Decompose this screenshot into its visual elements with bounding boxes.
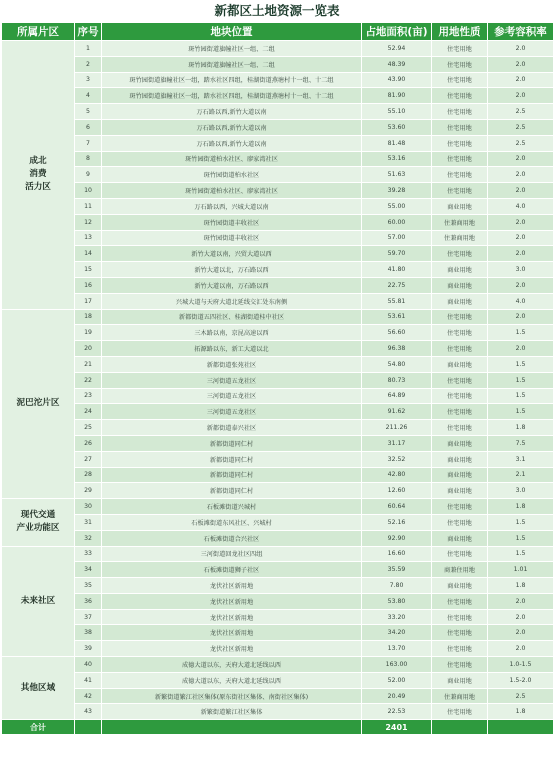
row-number: 19 (75, 325, 102, 341)
plot-ratio-cell: 1.5 (488, 388, 554, 404)
row-number: 39 (75, 641, 102, 657)
location-cell: 斑竹园街道柏水社区 (102, 167, 362, 183)
location-cell: 兴城大道与天府大道北延线交汇处东南侧 (102, 293, 362, 309)
row-number: 15 (75, 262, 102, 278)
area-cell: 泥巴沱片区 (2, 309, 75, 499)
plot-ratio-cell: 2.0 (488, 230, 554, 246)
land-resource-table (1, 22, 554, 735)
location-cell: 新都街道泰兴社区 (102, 420, 362, 436)
table-row (2, 88, 554, 104)
land-use-cell: 商业用地 (432, 578, 488, 594)
size-cell: 163.00 (362, 657, 432, 673)
size-cell: 53.61 (362, 309, 432, 325)
location-cell: 龙伏社区新用地 (102, 578, 362, 594)
size-cell: 12.60 (362, 483, 432, 499)
area-cell: 成北 消费 活力区 (2, 41, 75, 310)
plot-ratio-cell: 2.0 (488, 341, 554, 357)
plot-ratio-cell: 2.5 (488, 688, 554, 704)
size-cell: 35.59 (362, 562, 432, 578)
land-use-cell: 住宅用地 (432, 104, 488, 120)
plot-ratio-cell: 2.0 (488, 56, 554, 72)
size-cell: 31.17 (362, 435, 432, 451)
row-number: 25 (75, 420, 102, 436)
plot-ratio-cell: 2.0 (488, 609, 554, 625)
size-cell: 43.90 (362, 72, 432, 88)
plot-ratio-cell: 2.0 (488, 277, 554, 293)
location-cell: 万石路以西，兴城大道以南 (102, 198, 362, 214)
row-number: 5 (75, 104, 102, 120)
land-use-cell: 住宅用地 (432, 388, 488, 404)
size-cell: 32.52 (362, 451, 432, 467)
land-use-cell: 住宅用地 (432, 325, 488, 341)
land-use-cell: 住兼商用地 (432, 214, 488, 230)
land-use-cell: 住宅用地 (432, 56, 488, 72)
location-cell: 新竹大道以南，兴贸大道以西 (102, 246, 362, 262)
table-row (2, 246, 554, 262)
row-number: 18 (75, 309, 102, 325)
table-row (2, 657, 554, 673)
row-number: 22 (75, 372, 102, 388)
land-use-cell: 住兼商用地 (432, 230, 488, 246)
size-cell: 211.26 (362, 420, 432, 436)
plot-ratio-cell: 1.5-2.0 (488, 672, 554, 688)
location-cell: 新繁街道繁江社区集体(原东街社区集体、南街社区集体) (102, 688, 362, 704)
location-cell: 三河街道回龙社区四组 (102, 546, 362, 562)
land-use-cell: 商业用地 (432, 451, 488, 467)
land-use-cell: 住宅用地 (432, 372, 488, 388)
land-use-cell: 住宅用地 (432, 88, 488, 104)
size-cell: 48.39 (362, 56, 432, 72)
location-cell: 石板滩街道狮子社区 (102, 562, 362, 578)
table-row (2, 435, 554, 451)
plot-ratio-cell: 3.0 (488, 262, 554, 278)
table-row (2, 562, 554, 578)
land-use-cell: 住宅用地 (432, 657, 488, 673)
row-number: 42 (75, 688, 102, 704)
plot-ratio-cell: 1.5 (488, 546, 554, 562)
plot-ratio-cell: 2.0 (488, 309, 554, 325)
size-cell: 39.28 (362, 183, 432, 199)
location-cell: 石板滩街道合兴社区 (102, 530, 362, 546)
size-cell: 41.80 (362, 262, 432, 278)
location-cell: 斑竹园街道旗幢社区一组，踏水社区四组，桂湖街道燕塘村十一组、十二组 (102, 72, 362, 88)
size-cell: 55.00 (362, 198, 432, 214)
plot-ratio-cell: 1.0-1.5 (488, 657, 554, 673)
size-cell: 96.38 (362, 341, 432, 357)
land-use-cell: 住宅用地 (432, 499, 488, 515)
location-cell: 新繁街道繁江社区集体 (102, 704, 362, 720)
location-cell: 龙伏社区新用地 (102, 609, 362, 625)
plot-ratio-cell: 1.5 (488, 514, 554, 530)
table-row (2, 372, 554, 388)
plot-ratio-cell: 1.5 (488, 325, 554, 341)
location-cell: 斑竹园街道旗幢社区一组，踏水社区四组，桂湖街道燕塘村十一组、十二组 (102, 88, 362, 104)
table-row (2, 262, 554, 278)
table-row (2, 135, 554, 151)
total-row (2, 720, 554, 735)
table-row (2, 325, 554, 341)
size-cell: 56.60 (362, 325, 432, 341)
location-cell: 拓源路以东，新工大道以北 (102, 341, 362, 357)
row-number: 28 (75, 467, 102, 483)
table-row (2, 593, 554, 609)
location-cell: 斑竹园街道柏水社区、廖家湾社区 (102, 183, 362, 199)
total-blank (75, 720, 102, 735)
size-cell: 81.48 (362, 135, 432, 151)
plot-ratio-cell: 1.5 (488, 404, 554, 420)
location-cell: 万石路以西,新竹大道以南 (102, 135, 362, 151)
row-number: 30 (75, 499, 102, 515)
land-use-cell: 商业用地 (432, 198, 488, 214)
location-cell: 斑竹园街道旗幢社区一组、二组 (102, 56, 362, 72)
plot-ratio-cell: 2.0 (488, 88, 554, 104)
area-cell: 现代交通 产业功能区 (2, 499, 75, 546)
plot-ratio-cell: 3.0 (488, 483, 554, 499)
table-row (2, 420, 554, 436)
row-number: 36 (75, 593, 102, 609)
plot-ratio-cell: 1.8 (488, 420, 554, 436)
plot-ratio-cell: 7.5 (488, 435, 554, 451)
location-cell: 斑竹园街道柏水社区、廖家湾社区 (102, 151, 362, 167)
row-number: 6 (75, 119, 102, 135)
size-cell: 13.70 (362, 641, 432, 657)
table-row (2, 451, 554, 467)
plot-ratio-cell: 1.8 (488, 578, 554, 594)
plot-ratio-cell: 1.5 (488, 356, 554, 372)
table-row (2, 41, 554, 57)
land-use-cell: 住宅用地 (432, 119, 488, 135)
land-use-cell: 商业用地 (432, 277, 488, 293)
total-blank (102, 720, 362, 735)
row-number: 2 (75, 56, 102, 72)
land-use-cell: 商业用地 (432, 672, 488, 688)
header-size: 占地面积(亩) (362, 23, 432, 41)
location-cell: 三木路以南，京昆高速以西 (102, 325, 362, 341)
size-cell: 7.80 (362, 578, 432, 594)
land-use-cell: 住宅用地 (432, 420, 488, 436)
row-number: 27 (75, 451, 102, 467)
row-number: 7 (75, 135, 102, 151)
location-cell: 三河街道五龙社区 (102, 388, 362, 404)
location-cell: 成德大道以东，天府大道北延线以西 (102, 657, 362, 673)
size-cell: 53.80 (362, 593, 432, 609)
size-cell: 53.16 (362, 151, 432, 167)
location-cell: 新都街道五四社区、桂湖街道桂中社区 (102, 309, 362, 325)
land-use-cell: 住宅用地 (432, 546, 488, 562)
location-cell: 万石路以西,新竹大道以南 (102, 104, 362, 120)
land-use-cell: 住宅用地 (432, 309, 488, 325)
size-cell: 53.60 (362, 119, 432, 135)
row-number: 9 (75, 167, 102, 183)
land-use-cell: 住宅用地 (432, 41, 488, 57)
land-use-cell: 商业用地 (432, 293, 488, 309)
land-use-cell: 商业用地 (432, 530, 488, 546)
location-cell: 新竹大道以南，万石路以西 (102, 277, 362, 293)
table-row (2, 467, 554, 483)
size-cell: 52.16 (362, 514, 432, 530)
table-row (2, 578, 554, 594)
area-cell: 其他区域 (2, 657, 75, 720)
size-cell: 55.81 (362, 293, 432, 309)
land-use-cell: 住兼商用地 (432, 688, 488, 704)
row-number: 10 (75, 183, 102, 199)
land-use-cell: 住宅用地 (432, 151, 488, 167)
row-number: 11 (75, 198, 102, 214)
land-use-cell: 商业用地 (432, 435, 488, 451)
table-row (2, 293, 554, 309)
table-row (2, 72, 554, 88)
table-row (2, 119, 554, 135)
plot-ratio-cell: 1.01 (488, 562, 554, 578)
total-value: 2401 (362, 720, 432, 735)
plot-ratio-cell: 3.1 (488, 451, 554, 467)
size-cell: 54.80 (362, 356, 432, 372)
table-row (2, 483, 554, 499)
table-row (2, 341, 554, 357)
table-row (2, 546, 554, 562)
land-use-cell: 住宅用地 (432, 514, 488, 530)
plot-ratio-cell: 4.0 (488, 198, 554, 214)
row-number: 13 (75, 230, 102, 246)
land-use-cell: 住宅用地 (432, 609, 488, 625)
size-cell: 22.75 (362, 277, 432, 293)
table-row (2, 198, 554, 214)
plot-ratio-cell: 2.0 (488, 151, 554, 167)
size-cell: 22.53 (362, 704, 432, 720)
row-number: 3 (75, 72, 102, 88)
land-use-cell: 住宅用地 (432, 183, 488, 199)
location-cell: 龙伏社区新用地 (102, 625, 362, 641)
header-land-use: 用地性质 (432, 23, 488, 41)
table-row (2, 309, 554, 325)
land-use-cell: 住宅用地 (432, 246, 488, 262)
size-cell: 52.94 (362, 41, 432, 57)
table-row (2, 183, 554, 199)
row-number: 16 (75, 277, 102, 293)
table-row (2, 214, 554, 230)
location-cell: 万石路以西,新竹大道以南 (102, 119, 362, 135)
location-cell: 斑竹园街道旗幢社区一组、二组 (102, 41, 362, 57)
location-cell: 新都街道张苑社区 (102, 356, 362, 372)
location-cell: 新都街道同仁村 (102, 467, 362, 483)
row-number: 35 (75, 578, 102, 594)
land-use-cell: 住宅用地 (432, 625, 488, 641)
row-number: 33 (75, 546, 102, 562)
land-use-cell: 住宅用地 (432, 167, 488, 183)
total-blank (488, 720, 554, 735)
header-plot-ratio: 参考容积率 (488, 23, 554, 41)
row-number: 4 (75, 88, 102, 104)
plot-ratio-cell: 1.8 (488, 704, 554, 720)
header-row (2, 23, 554, 41)
plot-ratio-cell: 2.0 (488, 641, 554, 657)
plot-ratio-cell: 4.0 (488, 293, 554, 309)
size-cell: 51.63 (362, 167, 432, 183)
table-row (2, 514, 554, 530)
size-cell: 60.00 (362, 214, 432, 230)
row-number: 40 (75, 657, 102, 673)
row-number: 26 (75, 435, 102, 451)
row-number: 34 (75, 562, 102, 578)
table-row (2, 672, 554, 688)
table-row (2, 704, 554, 720)
plot-ratio-cell: 1.5 (488, 530, 554, 546)
plot-ratio-cell: 2.1 (488, 467, 554, 483)
plot-ratio-cell: 2.0 (488, 214, 554, 230)
total-label: 合计 (2, 720, 75, 735)
plot-ratio-cell: 2.0 (488, 593, 554, 609)
table-row (2, 625, 554, 641)
size-cell: 92.90 (362, 530, 432, 546)
plot-ratio-cell: 2.0 (488, 72, 554, 88)
table-row (2, 104, 554, 120)
land-use-cell: 商业用地 (432, 262, 488, 278)
size-cell: 59.70 (362, 246, 432, 262)
location-cell: 石板滩街道兴城村 (102, 499, 362, 515)
plot-ratio-cell: 2.0 (488, 41, 554, 57)
land-use-cell: 住宅用地 (432, 341, 488, 357)
land-use-cell: 住宅用地 (432, 72, 488, 88)
table-row (2, 151, 554, 167)
size-cell: 34.20 (362, 625, 432, 641)
land-use-cell: 商业用地 (432, 483, 488, 499)
area-cell: 未来社区 (2, 546, 75, 657)
location-cell: 斑竹园街道丰收社区 (102, 230, 362, 246)
size-cell: 91.62 (362, 404, 432, 420)
row-number: 21 (75, 356, 102, 372)
table-row (2, 277, 554, 293)
land-use-cell: 住宅用地 (432, 704, 488, 720)
size-cell: 42.80 (362, 467, 432, 483)
plot-ratio-cell: 1.8 (488, 499, 554, 515)
row-number: 1 (75, 41, 102, 57)
land-use-cell: 商业用地 (432, 356, 488, 372)
size-cell: 20.49 (362, 688, 432, 704)
row-number: 24 (75, 404, 102, 420)
land-use-cell: 住宅用地 (432, 593, 488, 609)
land-use-cell: 住宅用地 (432, 404, 488, 420)
plot-ratio-cell: 2.0 (488, 246, 554, 262)
location-cell: 三河街道五龙社区 (102, 372, 362, 388)
table-row (2, 56, 554, 72)
size-cell: 33.20 (362, 609, 432, 625)
row-number: 32 (75, 530, 102, 546)
table-row (2, 388, 554, 404)
plot-ratio-cell: 2.5 (488, 119, 554, 135)
size-cell: 16.60 (362, 546, 432, 562)
table-row (2, 404, 554, 420)
row-number: 31 (75, 514, 102, 530)
plot-ratio-cell: 2.5 (488, 104, 554, 120)
row-number: 43 (75, 704, 102, 720)
row-number: 8 (75, 151, 102, 167)
location-cell: 龙伏社区新用地 (102, 641, 362, 657)
total-blank (432, 720, 488, 735)
size-cell: 80.73 (362, 372, 432, 388)
table-row (2, 499, 554, 515)
location-cell: 斑竹园街道丰收社区 (102, 214, 362, 230)
location-cell: 三河街道五龙社区 (102, 404, 362, 420)
size-cell: 81.90 (362, 88, 432, 104)
size-cell: 57.00 (362, 230, 432, 246)
plot-ratio-cell: 2.0 (488, 183, 554, 199)
size-cell: 60.64 (362, 499, 432, 515)
row-number: 12 (75, 214, 102, 230)
size-cell: 55.10 (362, 104, 432, 120)
size-cell: 64.89 (362, 388, 432, 404)
table-row (2, 167, 554, 183)
land-use-cell: 商兼住用地 (432, 562, 488, 578)
location-cell: 新都街道同仁村 (102, 483, 362, 499)
table-row (2, 641, 554, 657)
location-cell: 新都街道同仁村 (102, 451, 362, 467)
plot-ratio-cell: 2.0 (488, 625, 554, 641)
location-cell: 成德大道以东，天府大道北延线以西 (102, 672, 362, 688)
table-row (2, 609, 554, 625)
table-row (2, 530, 554, 546)
land-use-cell: 住宅用地 (432, 641, 488, 657)
header-location: 地块位置 (102, 23, 362, 41)
row-number: 14 (75, 246, 102, 262)
row-number: 20 (75, 341, 102, 357)
size-cell: 52.00 (362, 672, 432, 688)
location-cell: 龙伏社区新用地 (102, 593, 362, 609)
plot-ratio-cell: 2.5 (488, 135, 554, 151)
row-number: 38 (75, 625, 102, 641)
row-number: 41 (75, 672, 102, 688)
location-cell: 新都街道同仁村 (102, 435, 362, 451)
row-number: 17 (75, 293, 102, 309)
header-no: 序号 (75, 23, 102, 41)
row-number: 37 (75, 609, 102, 625)
location-cell: 石板滩街道东风社区、兴城村 (102, 514, 362, 530)
header-area: 所属片区 (2, 23, 75, 41)
table-row (2, 688, 554, 704)
table-row (2, 230, 554, 246)
plot-ratio-cell: 1.5 (488, 372, 554, 388)
location-cell: 新竹大道以北，万石路以西 (102, 262, 362, 278)
row-number: 23 (75, 388, 102, 404)
land-use-cell: 住宅用地 (432, 135, 488, 151)
table-row (2, 356, 554, 372)
land-use-cell: 商业用地 (432, 467, 488, 483)
row-number: 29 (75, 483, 102, 499)
plot-ratio-cell: 2.0 (488, 167, 554, 183)
page-title: 新都区土地资源一览表 (0, 0, 554, 22)
